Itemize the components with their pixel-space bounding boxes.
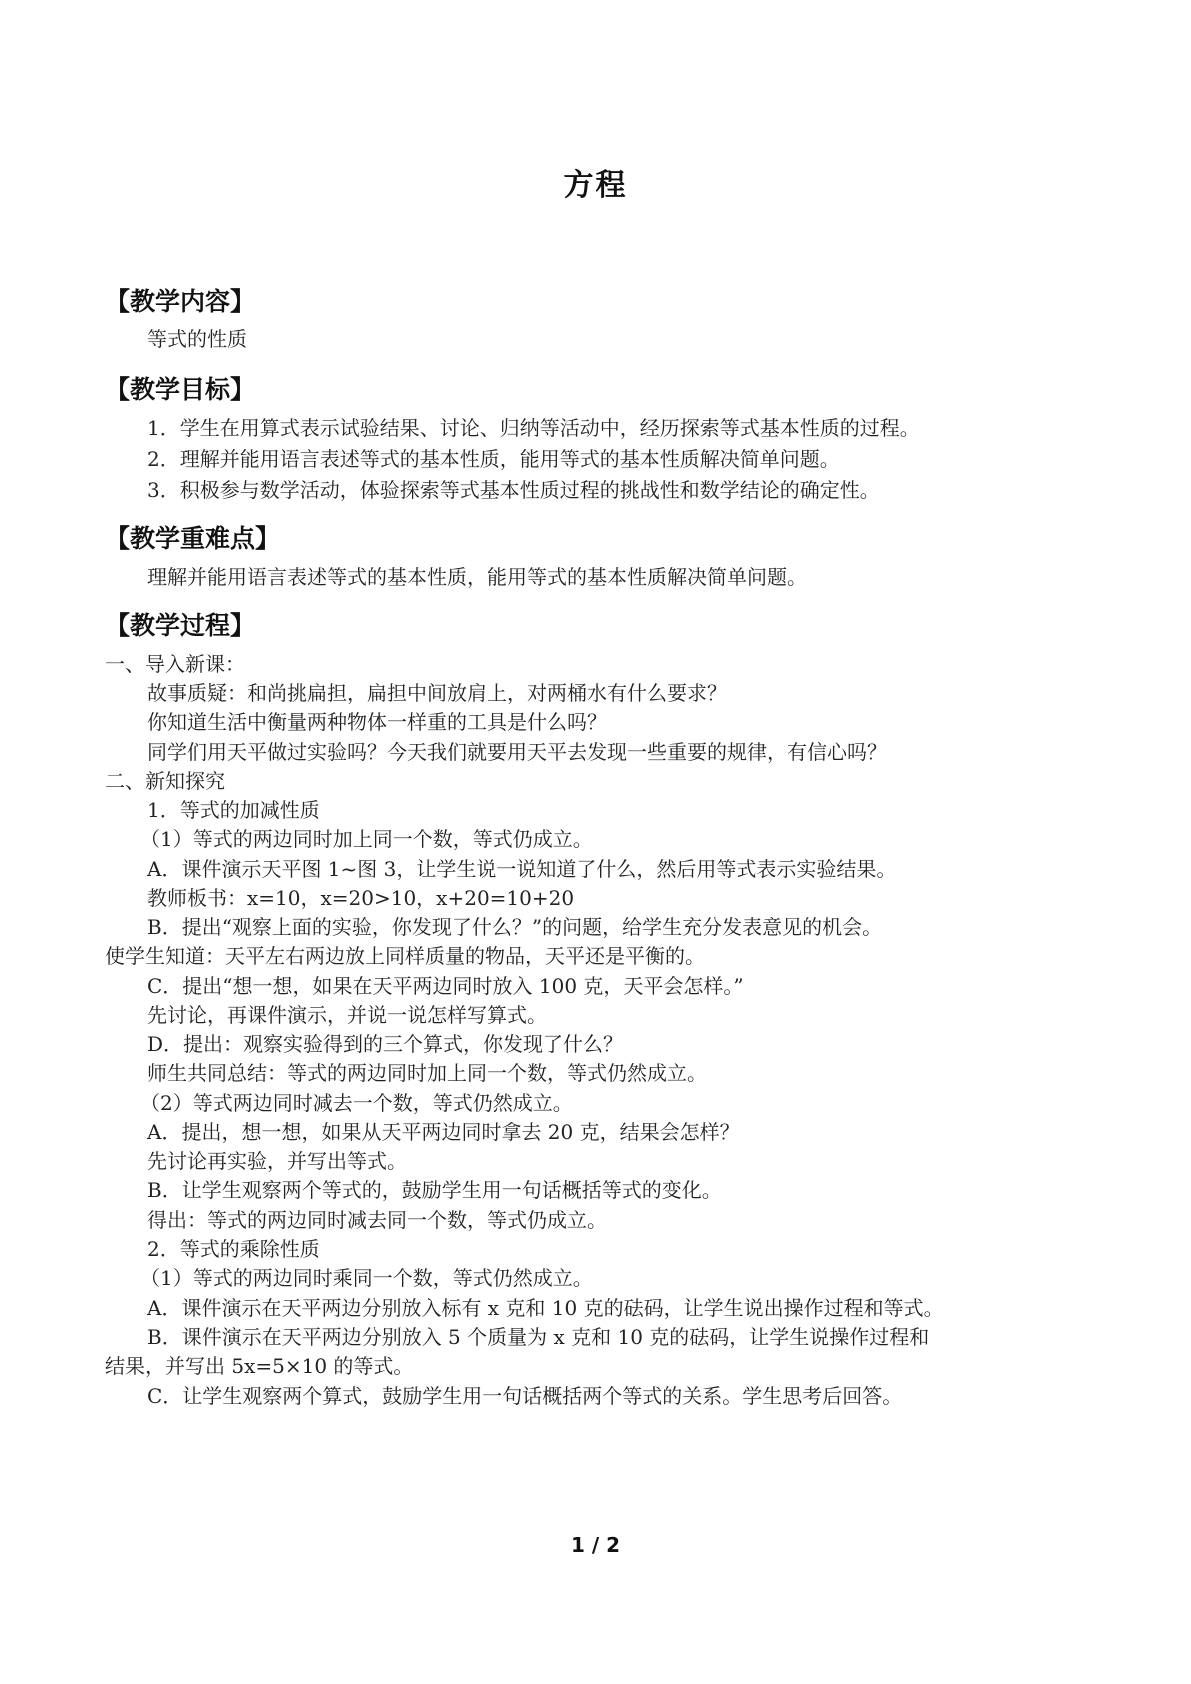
- process-line: C．提出“想一想，如果在天平两边同时放入 100 克，天平会怎样。”: [147, 974, 744, 998]
- key-points-text: 理解并能用语言表述等式的基本性质，能用等式的基本性质解决简单问题。: [147, 565, 807, 589]
- section-heading-key-points: 【教学重难点】: [105, 524, 281, 553]
- objective-item: 3．积极参与数学活动，体验探索等式基本性质过程的挑战性和数学结论的确定性。: [147, 478, 880, 502]
- process-line: B．课件演示在天平两边分别放入 5 个质量为 x 克和 10 克的砝码，让学生说操作过程和: [147, 1325, 930, 1349]
- section-heading-process: 【教学过程】: [105, 611, 256, 640]
- process-line: B．提出“观察上面的实验，你发现了什么？”的问题，给学生充分发表意见的机会。: [147, 915, 883, 939]
- page-number: 1 / 2: [570, 1533, 621, 1557]
- process-line: 教师板书：x=10，x=20>10，x+20=10+20: [147, 886, 575, 910]
- process-line: 先讨论，再课件演示，并说一说怎样写算式。: [147, 1003, 547, 1027]
- process-line: 使学生知道：天平左右两边放上同样质量的物品，天平还是平衡的。: [105, 944, 705, 968]
- process-line: A．课件演示天平图 1~图 3，让学生说一说知道了什么，然后用等式表示实验结果。: [147, 857, 897, 881]
- section-heading-content: 【教学内容】: [105, 287, 256, 316]
- process-line: 结果，并写出 5x=5×10 的等式。: [105, 1354, 414, 1378]
- document-title: 方程: [563, 168, 628, 203]
- process-line: 你知道生活中衡量两种物体一样重的工具是什么吗？: [147, 710, 607, 734]
- process-line: （1）等式的两边同时乘同一个数，等式仍然成立。: [140, 1266, 593, 1290]
- process-line: 故事质疑：和尚挑扁担，扁担中间放肩上，对两桶水有什么要求？: [147, 681, 727, 705]
- process-line: 2．等式的乘除性质: [147, 1237, 320, 1261]
- process-line: 一、导入新课：: [105, 652, 245, 676]
- process-line: （2）等式两边同时减去一个数，等式仍然成立。: [140, 1091, 573, 1115]
- process-line: （1）等式的两边同时加上同一个数，等式仍成立。: [140, 827, 593, 851]
- process-line: A．课件演示在天平两边分别放入标有 x 克和 10 克的砝码，让学生说出操作过程和等式。: [147, 1296, 944, 1320]
- process-line: D．提出：观察实验得到的三个算式，你发现了什么？: [147, 1032, 624, 1056]
- process-line: 先讨论再实验，并写出等式。: [147, 1149, 407, 1173]
- process-line: 同学们用天平做过实验吗？今天我们就要用天平去发现一些重要的规律，有信心吗？: [147, 740, 887, 764]
- process-line: B．让学生观察两个等式的，鼓励学生用一句话概括等式的变化。: [147, 1178, 722, 1202]
- process-line: 1．等式的加减性质: [147, 798, 320, 822]
- process-line: 二、新知探究: [105, 769, 225, 793]
- section-heading-objectives: 【教学目标】: [105, 375, 256, 404]
- process-line: 师生共同总结：等式的两边同时加上同一个数，等式仍然成立。: [147, 1061, 707, 1085]
- objective-item: 1．学生在用算式表示试验结果、讨论、归纳等活动中，经历探索等式基本性质的过程。: [147, 416, 920, 440]
- content-text: 等式的性质: [147, 327, 247, 351]
- process-line: 得出：等式的两边同时减去同一个数，等式仍成立。: [147, 1208, 607, 1232]
- objective-item: 2．理解并能用语言表述等式的基本性质，能用等式的基本性质解决简单问题。: [147, 447, 840, 471]
- process-line: C．让学生观察两个算式，鼓励学生用一句话概括两个等式的关系。学生思考后回答。: [147, 1384, 903, 1408]
- process-line: A．提出，想一想，如果从天平两边同时拿去 20 克，结果会怎样？: [147, 1120, 740, 1144]
